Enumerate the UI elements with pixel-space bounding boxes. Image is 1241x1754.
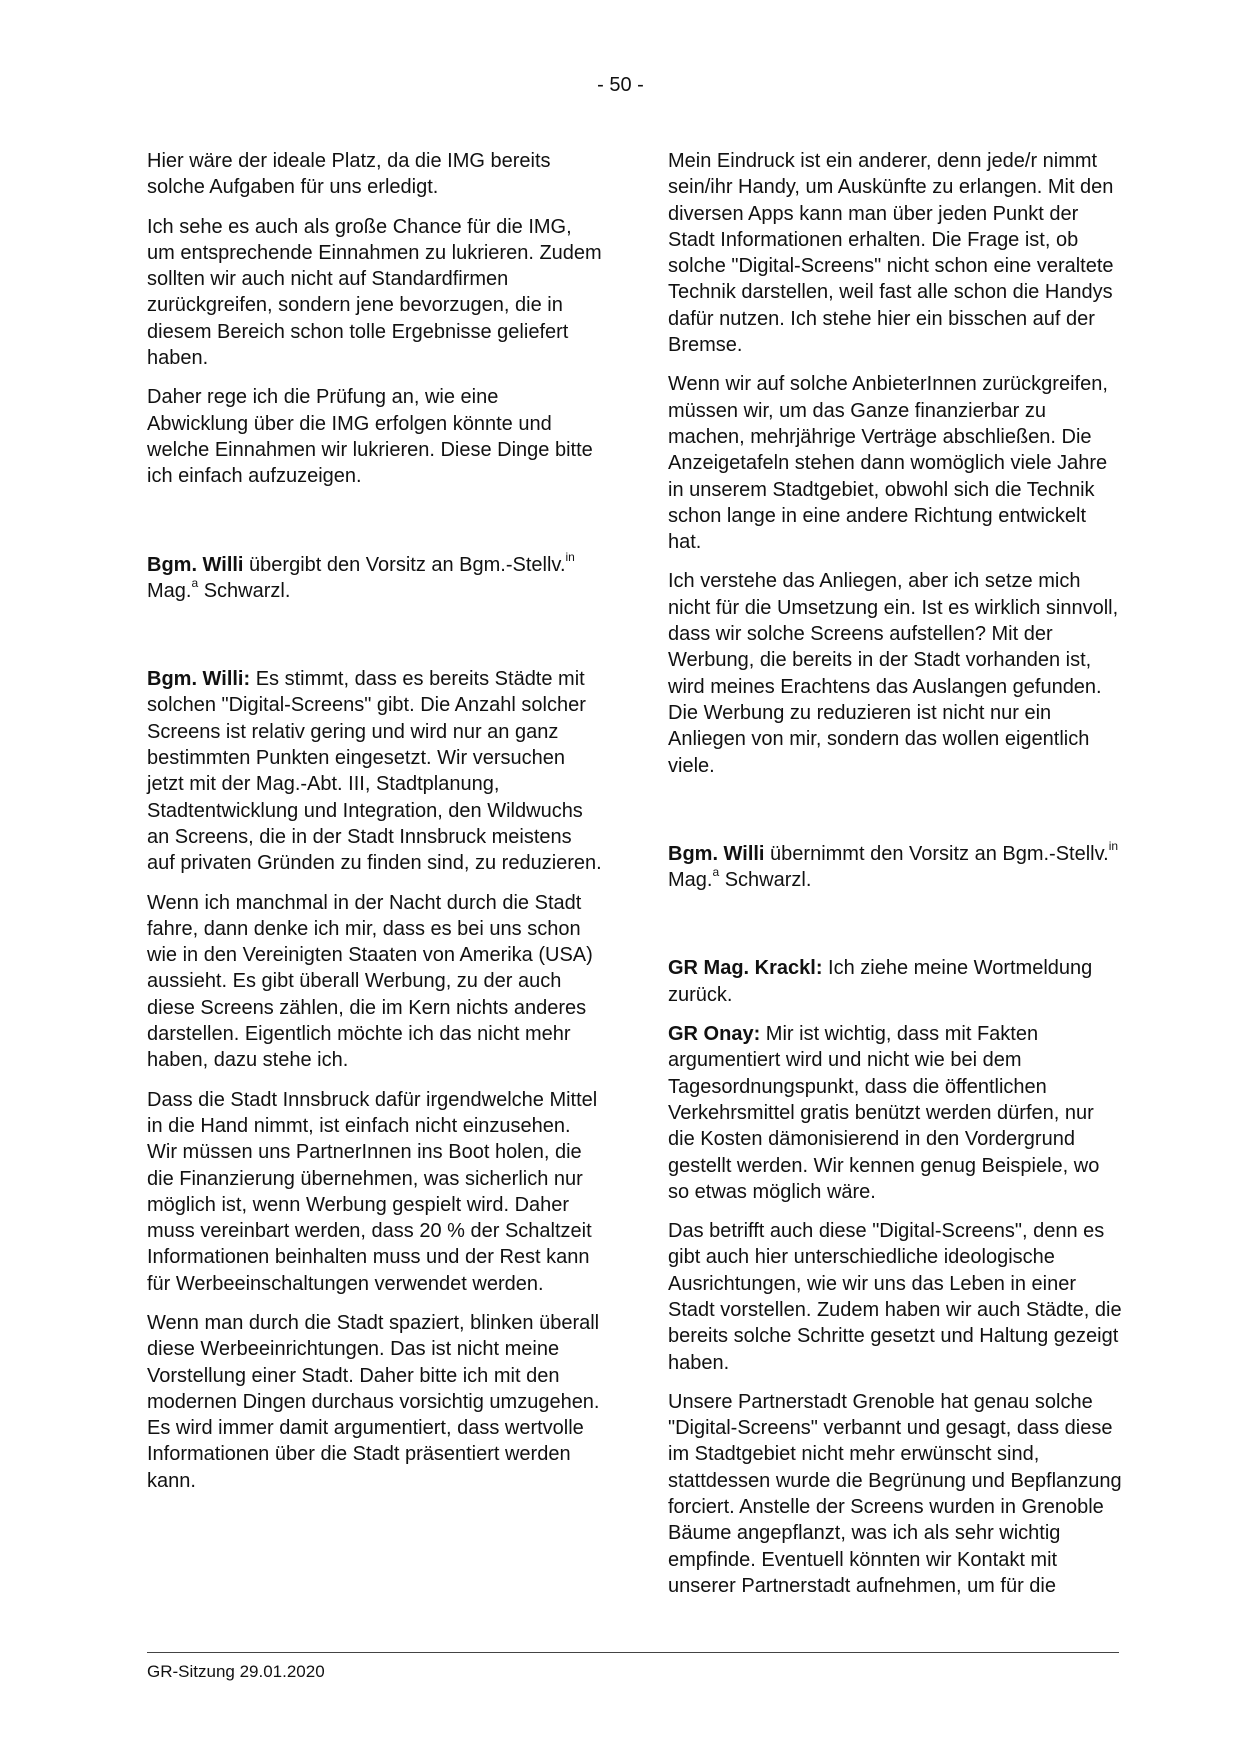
note-text: Schwarzl. [198,579,291,602]
speaker-name: Bgm. Willi: [147,668,251,691]
superscript: in [1108,839,1119,854]
chair-transfer-note [668,841,1123,894]
paragraph: Dass die Stadt Innsbruck dafür irgendwelche Mittel in die Hand nimmt, ist einfach nicht einzusehen. Wir müssen uns PartnerInnen ins Boot holen, die die Finanzierung übernehmen, was sicherlich nur möglich ist, wenn Werbung gespielt wird. Daher muss vereinbart werden, dass 20 % der Schaltzeit Informationen beinhalten muss und der Rest kann für Werbeeinschaltungen verwendet werden. [147,1088,598,1295]
paragraph: Ich verstehe das Anliegen, aber ich setze mich nicht für die Umsetzung ein. Ist es wirklich sinnvoll, dass wir solche Screens aufstellen? Mit der Werbung, die bereits in der Stadt vorhanden ist, wird meines Erachtens das Auslangen gefunden. Die Werbung zu reduzieren ist nicht nur ein Anliegen von mir, sondern das wollen eigentlich viele. [668,570,1119,777]
superscript: a [712,865,720,880]
paragraph: Wenn ich manchmal in der Nacht durch die Stadt fahre, dann denke ich mir, dass es bei uns schon wie in den Vereinigten Staaten von Amerika (USA) aussieht. Es gibt überall Werbung, zu der auch diese Screens zählen, die im Kern nichts anderes darstellen. Eigentlich möchte ich das nicht mehr haben, dazu stehe ich. [147,891,593,1072]
footer-divider [147,1652,1119,1653]
paragraph: Unsere Partnerstadt Grenoble hat genau solche "Digital-Screens" verbannt und gesagt, dass diese im Stadtgebiet nicht mehr erwünscht sind, stattdessen wurde die Begrünung und Bepflanzung forciert. Anstelle der Screens wurden in Grenoble Bäume angepflanzt, was ich als sehr wichtig empfinde. Eventuell könnten wir Kontakt mit unserer Partnerstadt aufnehmen, um für die [668,1390,1122,1597]
speech-text: Ich ziehe meine Wortmeldung zurück. [668,957,1093,1006]
speaker-name: GR Mag. Krackl: [668,957,823,980]
paragraph: Daher rege ich die Prüfung an, wie eine Abwicklung über die IMG erfolgen könnte und welche Einnahmen wir lukrieren. Diese Dinge bitte ich einfach aufzuzeigen. [147,386,593,488]
speech-paragraph [668,1021,1123,1205]
note-text: übernimmt den Vorsitz an Bgm.-Stellv. [764,842,1109,865]
footer-session-date: GR-Sitzung 29.01.2020 [147,1662,325,1681]
speech-paragraph [147,666,602,876]
paragraph: Mein Eindruck ist ein anderer, denn jede/r nimmt sein/ihr Handy, um Auskünfte zu erlangen. Mit den diversen Apps kann man über jeden Punkt der Stadt Informationen erhalten. Die Frage ist, ob solche "Digital-Screens" nicht schon eine veraltete Technik darstellen, weil fast alle schon die Handys dafür nutzen. Ich stehe hier ein bisschen auf der Bremse. [668,150,1114,357]
chair-transfer-note [147,549,602,605]
paragraph: Ich sehe es auch als große Chance für die IMG, um entsprechende Einnahmen zu lukrieren. Zudem sollten wir auch nicht auf Standardfirmen zurückgreifen, sondern jene bevorzugen, die in diesem Bereich schon tolle Ergebnisse geliefert haben. [147,215,602,370]
note-text: übergibt den Vorsitz an Bgm.-Stellv. [243,553,566,576]
speech-text: Es stimmt, dass es bereits Städte mit solchen "Digital-Screens" gibt. Die Anzahl solcher Screens ist relativ gering und wird nur an ganz bestimmten Punkten eingesetzt. Wir versuchen jetzt mit der Mag.-Abt. III, Stadtplanung, Stadtentwicklung und Integration, den Wildwuchs an Screens, die in der Stadt Innsbruck meistens auf privaten Gründen zu finden sind, zu reduzieren. [147,668,602,875]
speaker-name: Bgm. Willi [147,553,244,576]
superscript: a [191,576,199,591]
paragraph: Hier wäre der ideale Platz, da die IMG bereits solche Aufgaben für uns erledigt. [147,150,551,199]
left-column [147,148,602,1507]
note-text: Mag. [147,579,192,602]
speaker-name: GR Onay: [668,1023,761,1046]
right-column [668,148,1123,1612]
paragraph: Wenn man durch die Stadt spaziert, blinken überall diese Werbeeinrichtungen. Das ist nicht meine Vorstellung einer Stadt. Daher bitte ich mit den modernen Dingen durchaus vorsichtig umzugehen. Es wird immer damit argumentiert, dass wertvolle Informationen über die Stadt präsentiert werden kann. [147,1311,600,1492]
paragraph: Das betrifft auch diese "Digital-Screens", denn es gibt auch hier unterschiedliche ideologische Ausrichtungen, wie wir uns das Leben in einer Stadt vorstellen. Zudem haben wir auch Städte, die bereits solche Schritte gesetzt und Haltung gezeigt haben. [668,1220,1122,1374]
speech-text: Mir ist wichtig, dass mit Fakten argumentiert wird und nicht wie bei dem Tagesordnungspunkt, dass die öffentlichen Verkehrsmittel gratis benützt werden dürfen, nur die Kosten dämonisierend in den Vordergrund gestellt werden. Wir kennen genug Beispiele, wo so etwas möglich wäre. [668,1023,1100,1203]
superscript: in [565,549,575,564]
speech-paragraph [668,955,1123,1008]
paragraph: Wenn wir auf solche AnbieterInnen zurückgreifen, müssen wir, um das Ganze finanzierbar zu machen, mehrjährige Verträge abschließen. Die Anzeigetafeln stehen dann womöglich viele Jahre in unserem Stadtgebiet, obwohl sich die Technik schon lange in eine andere Richtung entwickelt hat. [668,373,1108,554]
page-number: - 50 - [597,74,644,96]
note-text: Mag. [668,869,713,892]
speaker-name: Bgm. Willi [668,842,765,865]
note-text: Schwarzl. [719,869,812,892]
